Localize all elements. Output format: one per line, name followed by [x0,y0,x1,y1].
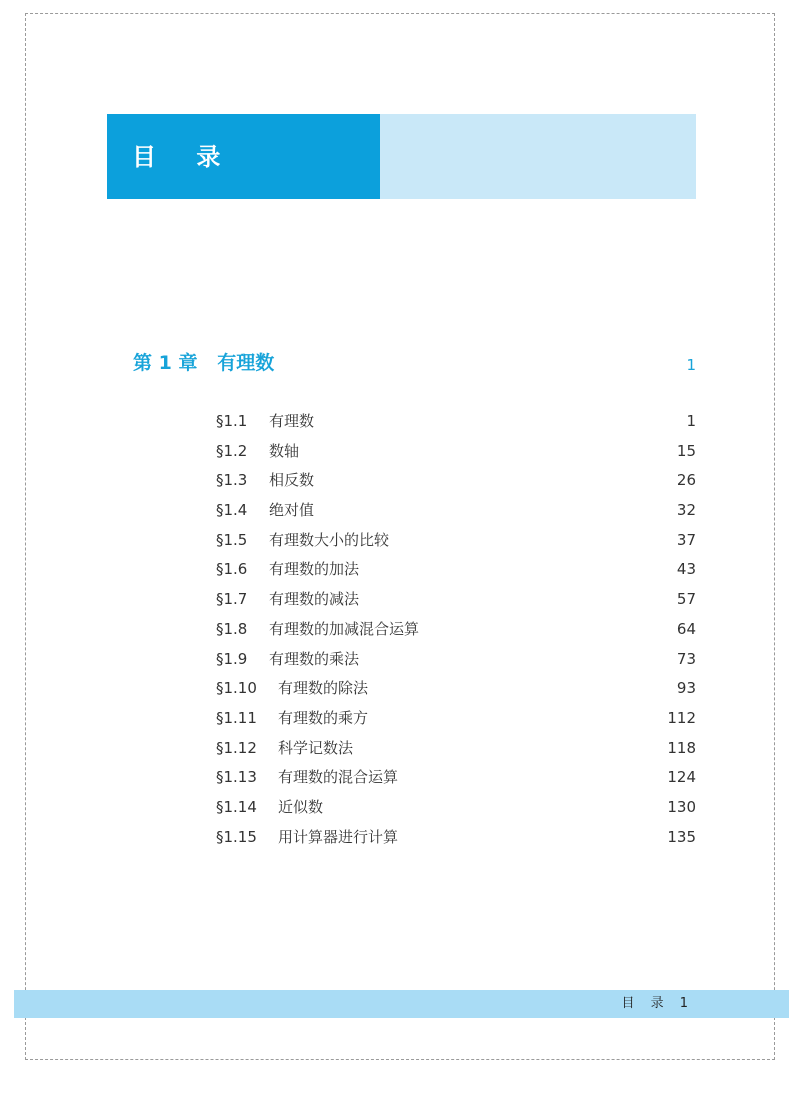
toc-section-row[interactable] [216,466,696,496]
section-number: §1.9 [216,649,248,668]
toc-section-row[interactable] [216,407,696,437]
section-page-number: 135 [667,827,696,846]
section-number: §1.3 [216,471,248,490]
section-number: §1.11 [216,708,257,727]
section-page-number: 64 [676,619,696,638]
section-number: §1.8 [216,619,248,638]
section-number: §1.6 [216,560,248,579]
section-page-number: 37 [676,530,696,549]
section-page-number: 118 [667,738,696,757]
section-title: 有理数的乘方 [278,708,369,727]
toc-section-row[interactable] [216,585,696,615]
section-title: 科学记数法 [278,738,354,757]
toc-header-band [107,114,696,199]
header-light-block [380,114,696,199]
section-page-number: 26 [676,471,696,490]
section-title: 近似数 [278,797,324,816]
section-title: 有理数的加减混合运算 [269,619,420,638]
toc-section-row[interactable] [216,645,696,675]
toc-section-row[interactable] [216,496,696,526]
section-title: 有理数的加法 [269,560,360,579]
toc-section-row[interactable] [216,793,696,823]
section-number: §1.10 [216,679,257,698]
toc-section-row[interactable] [216,763,696,793]
section-page-number: 93 [676,679,696,698]
footer-band [14,990,789,1018]
section-title: 有理数的除法 [278,679,369,698]
section-number: §1.13 [216,768,257,787]
section-number: §1.2 [216,441,248,460]
section-page-number: 1 [686,412,696,430]
section-page-number: 124 [667,768,696,787]
toc-section-row[interactable] [216,526,696,556]
section-number: §1.1 [216,412,248,430]
section-page-number: 43 [676,560,696,579]
section-number: §1.15 [216,827,257,846]
section-number: §1.7 [216,590,248,609]
toc-section-row[interactable] [216,823,696,853]
section-number: §1.12 [216,738,257,757]
toc-section-row[interactable] [216,615,696,645]
section-page-number: 73 [676,649,696,668]
toc-section-row[interactable] [216,734,696,764]
section-title: 绝对值 [269,501,315,520]
section-page-number: 130 [667,797,696,816]
section-title: 有理数的减法 [269,590,360,609]
section-number: §1.14 [216,797,257,816]
section-number: §1.4 [216,501,248,520]
section-page-number: 112 [667,708,696,727]
section-title: 有理数 [269,412,315,430]
page-title: 目 录 [132,143,237,171]
section-page-number: 15 [676,441,696,460]
section-title: 有理数的混合运算 [278,768,399,787]
section-title: 有理数大小的比较 [269,530,390,549]
chapter-entry[interactable] [133,349,696,377]
toc-section-row[interactable] [216,674,696,704]
section-title: 相反数 [269,471,315,490]
section-list [216,407,696,852]
section-page-number: 32 [676,501,696,520]
section-title: 数轴 [269,441,300,460]
section-number: §1.5 [216,530,248,549]
toc-section-row[interactable] [216,704,696,734]
toc-section-row[interactable] [216,555,696,585]
footer-page-label: 目 录 1 [621,996,694,1011]
section-page-number: 57 [676,590,696,609]
toc-section-row[interactable] [216,437,696,467]
chapter-page-number: 1 [686,356,696,374]
chapter-title: 第 1 章 有理数 [133,352,275,374]
section-title: 用计算器进行计算 [278,827,399,846]
section-title: 有理数的乘法 [269,649,360,668]
header-dark-block [107,114,380,199]
